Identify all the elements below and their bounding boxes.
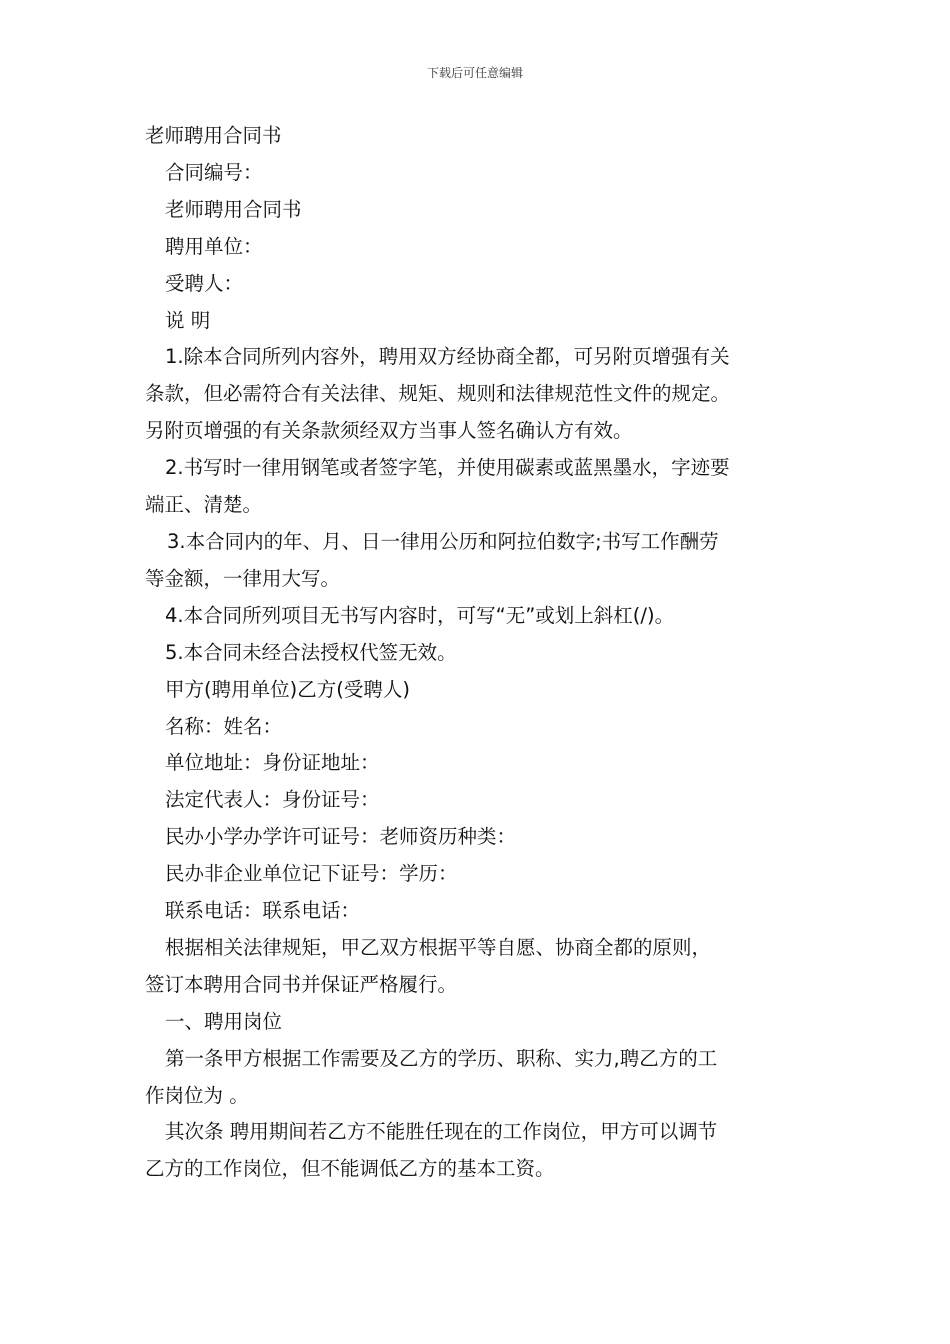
preamble-line-2: 签订本聘用合同书并保证严格履行。 [145, 972, 458, 996]
instruction-1-line-2: 条款，但必需符合有关法律、规矩、规则和法律规范性文件的规定。 [145, 382, 731, 406]
instruction-3-line-1: 3.本合同内的年、月、日一律用公历和阿拉伯数字;书写工作酬劳 [167, 529, 719, 553]
instruction-1-line-1: 1.除本合同所列内容外，聘用双方经协商全都，可另附页增强有关 [165, 345, 730, 369]
instruction-2-line-2: 端正、清楚。 [145, 493, 263, 517]
instructions-heading: 说 明 [165, 308, 211, 332]
parties-line: 甲方(聘用单位)乙方(受聘人) [165, 677, 410, 701]
doc-title: 老师聘用合同书 [145, 124, 282, 147]
article-2-line-2: 乙方的工作岗位，但不能调低乙方的基本工资。 [145, 1157, 555, 1181]
instruction-4: 4.本合同所列项目无书写内容时，可写“无”或划上斜杠(/)。 [165, 603, 675, 627]
representative-field: 法定代表人：身份证号： [165, 788, 380, 812]
name-field: 名称：姓名： [165, 714, 283, 738]
registration-field: 民办非企业单位记下证号：学历： [165, 862, 458, 886]
employer-label: 聘用单位： [165, 234, 263, 258]
instruction-5: 5.本合同未经合法授权代签无效。 [165, 640, 457, 664]
contract-body [145, 118, 825, 1188]
school-license-field: 民办小学办学许可证号：老师资历种类： [165, 825, 517, 849]
preamble-line-1: 根据相关法律规矩，甲乙双方根据平等自愿、协商全都的原则， [165, 935, 712, 959]
section-1-heading: 一、聘用岗位 [165, 1009, 283, 1033]
article-2-line-1: 其次条 聘用期间若乙方不能胜任现在的工作岗位，甲方可以调节 [165, 1120, 718, 1144]
article-1-line-2: 作岗位为 。 [145, 1083, 249, 1107]
address-field: 单位地址：身份证地址： [165, 751, 380, 775]
contract-title-line: 老师聘用合同书 [165, 197, 302, 221]
header-note: 下载后可任意编辑 [426, 66, 523, 80]
employee-label: 受聘人： [165, 271, 244, 295]
contract-number-label: 合同编号： [165, 160, 263, 184]
article-1-line-1: 第一条甲方根据工作需要及乙方的学历、职称、实力,聘乙方的工 [165, 1046, 718, 1070]
instruction-2-line-1: 2.书写时一律用钢笔或者签字笔，并使用碳素或蓝黑墨水，字迹要 [165, 456, 730, 480]
phone-field: 联系电话：联系电话： [165, 899, 361, 923]
instruction-1-line-3: 另附页增强的有关条款须经双方当事人签名确认方有效。 [145, 419, 633, 443]
instruction-3-line-2: 等金额，一律用大写。 [145, 566, 341, 590]
